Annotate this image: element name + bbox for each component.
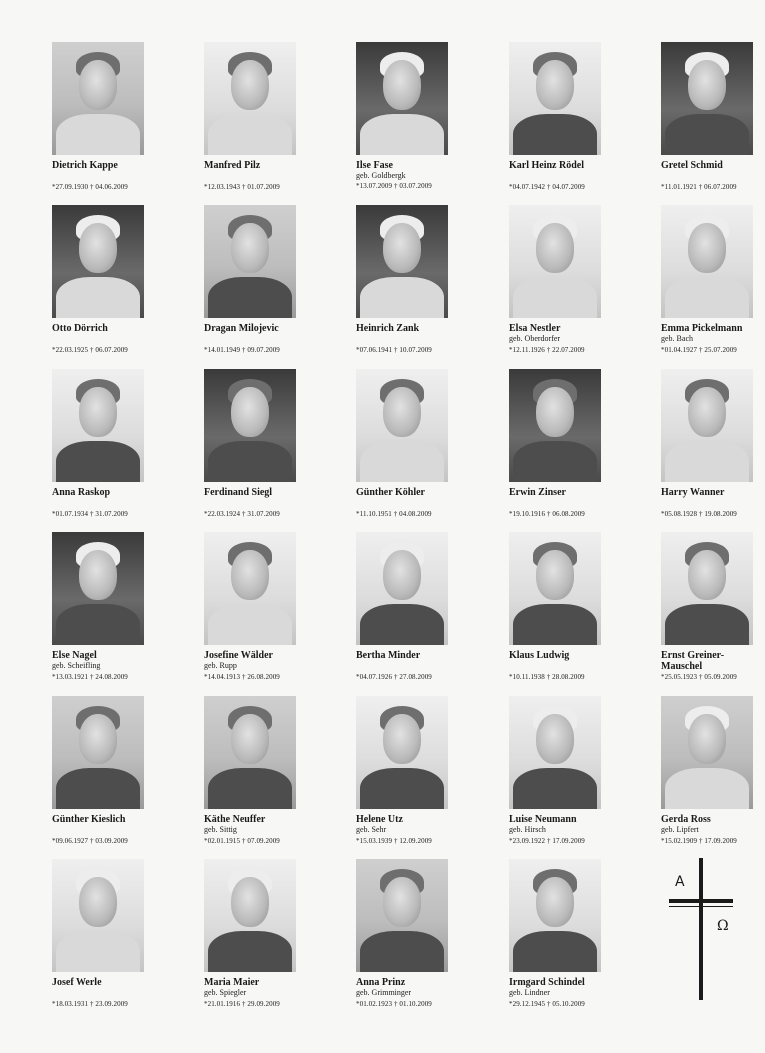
life-dates: *12.11.1926 † 22.07.2009 [509, 346, 585, 354]
life-dates: *05.08.1928 † 19.08.2009 [661, 510, 737, 518]
person-name: Anna Raskop [52, 487, 111, 498]
memorial-entry [204, 696, 344, 856]
person-name: Ernst Greiner-Mauschel [661, 650, 725, 672]
maiden-name: geb. Sehr [356, 825, 387, 834]
life-dates: *29.12.1945 † 05.10.2009 [509, 1000, 585, 1008]
memorial-entry [356, 859, 496, 1019]
person-name: Emma Pickelmann [661, 323, 743, 334]
life-dates: *10.11.1938 † 28.08.2009 [509, 673, 585, 681]
life-dates: *18.03.1931 † 23.09.2009 [52, 1000, 128, 1008]
life-dates: *21.01.1916 † 29.09.2009 [204, 1000, 280, 1008]
portrait-photo [509, 532, 601, 645]
memorial-entry [52, 532, 192, 692]
life-dates: *11.01.1921 † 06.07.2009 [661, 183, 737, 191]
person-name: Gerda Ross [661, 814, 711, 825]
memorial-entry [509, 369, 649, 529]
memorial-entry [356, 205, 496, 365]
person-name: Elsa Nestler [509, 323, 561, 334]
person-name: Else Nagel [52, 650, 97, 661]
memorial-entry [52, 859, 192, 1019]
memorial-entry [204, 859, 344, 1019]
memorial-entry [661, 205, 765, 365]
portrait-photo [509, 859, 601, 972]
memorial-entry [661, 42, 765, 202]
maiden-name: geb. Rupp [204, 661, 237, 670]
cross-icon [699, 858, 703, 1000]
life-dates: *13.03.1921 † 24.08.2009 [52, 673, 128, 681]
portrait-photo [509, 205, 601, 318]
person-name: Harry Wanner [661, 487, 725, 498]
life-dates: *01.02.1923 † 01.10.2009 [356, 1000, 432, 1008]
person-name: Josef Werle [52, 977, 102, 988]
portrait-photo [204, 859, 296, 972]
person-name: Manfred Pilz [204, 160, 261, 171]
portrait-photo [204, 369, 296, 482]
person-name: Klaus Ludwig [509, 650, 570, 661]
maiden-name: geb. Grimminger [356, 988, 412, 997]
portrait-photo [661, 696, 753, 809]
memorial-entry [356, 696, 496, 856]
maiden-name: geb. Hirsch [509, 825, 546, 834]
person-name: Maria Maier [204, 977, 260, 988]
life-dates: *22.03.1924 † 31.07.2009 [204, 510, 280, 518]
life-dates: *04.07.1926 † 27.08.2009 [356, 673, 432, 681]
portrait-photo [52, 369, 144, 482]
portrait-photo [204, 696, 296, 809]
memorial-entry [204, 532, 344, 692]
portrait-photo [661, 369, 753, 482]
memorial-entry [509, 42, 649, 202]
memorial-entry [204, 369, 344, 529]
life-dates: *12.03.1943 † 01.07.2009 [204, 183, 280, 191]
portrait-photo [661, 205, 753, 318]
person-name: Ferdinand Siegl [204, 487, 273, 498]
person-name: Dragan Milojevic [204, 323, 279, 334]
memorial-entry [661, 696, 765, 856]
portrait-photo [509, 42, 601, 155]
portrait-photo [204, 42, 296, 155]
portrait-photo [52, 696, 144, 809]
memorial-entry [661, 532, 765, 692]
omega-letter: Ω [717, 918, 729, 934]
portrait-photo [356, 205, 448, 318]
person-name: Helene Utz [356, 814, 403, 825]
person-name: Karl Heinz Rödel [509, 160, 584, 171]
portrait-photo [509, 696, 601, 809]
alpha-omega-cross [667, 858, 737, 1003]
portrait-photo [509, 369, 601, 482]
portrait-photo [356, 42, 448, 155]
memorial-entry [204, 205, 344, 365]
life-dates: *07.06.1941 † 10.07.2009 [356, 346, 432, 354]
maiden-name: geb. Lindner [509, 988, 550, 997]
portrait-photo [52, 205, 144, 318]
maiden-name: geb. Lipfert [661, 825, 699, 834]
maiden-name: geb. Bach [661, 334, 693, 343]
life-dates: *22.03.1925 † 06.07.2009 [52, 346, 128, 354]
maiden-name: geb. Goldbergk [356, 171, 406, 180]
memorial-entry [356, 42, 496, 202]
person-name: Bertha Minder [356, 650, 421, 661]
person-name: Ilse Fase [356, 160, 393, 171]
person-name: Günther Kieslich [52, 814, 126, 825]
memorial-entry [52, 696, 192, 856]
life-dates: *13.07.2009 † 03.07.2009 [356, 182, 432, 190]
life-dates: *11.10.1951 † 04.08.2009 [356, 510, 432, 518]
life-dates: *14.04.1913 † 26.08.2009 [204, 673, 280, 681]
life-dates: *25.05.1923 † 05.09.2009 [661, 673, 737, 681]
life-dates: *27.09.1930 † 04.06.2009 [52, 183, 128, 191]
maiden-name: geb. Spiegler [204, 988, 247, 997]
portrait-photo [356, 532, 448, 645]
person-name: Erwin Zinser [509, 487, 566, 498]
person-name: Günther Köhler [356, 487, 425, 498]
cross-bar-thin [669, 906, 733, 907]
alpha-letter: A [675, 874, 685, 890]
portrait-photo [52, 532, 144, 645]
memorial-entry [661, 369, 765, 529]
portrait-photo [204, 532, 296, 645]
portrait-photo [356, 369, 448, 482]
portrait-photo [52, 42, 144, 155]
memorial-entry [356, 532, 496, 692]
person-name: Anna Prinz [356, 977, 406, 988]
memorial-entry [509, 859, 649, 1019]
cross-bar [669, 899, 733, 903]
memorial-entry [52, 205, 192, 365]
portrait-photo [356, 696, 448, 809]
memorial-entry [204, 42, 344, 202]
life-dates: *09.06.1927 † 03.09.2009 [52, 837, 128, 845]
person-name: Irmgard Schindel [509, 977, 585, 988]
person-name: Josefine Wälder [204, 650, 273, 661]
memorial-entry [52, 42, 192, 202]
life-dates: *23.09.1922 † 17.09.2009 [509, 837, 585, 845]
life-dates: *15.03.1939 † 12.09.2009 [356, 837, 432, 845]
person-name: Heinrich Zank [356, 323, 420, 334]
person-name: Otto Dörrich [52, 323, 108, 334]
person-name: Dietrich Kappe [52, 160, 118, 171]
life-dates: *02.01.1915 † 07.09.2009 [204, 837, 280, 845]
memorial-entry [509, 532, 649, 692]
portrait-photo [204, 205, 296, 318]
life-dates: *19.10.1916 † 06.08.2009 [509, 510, 585, 518]
person-name: Käthe Neuffer [204, 814, 266, 825]
life-dates: *14.01.1949 † 09.07.2009 [204, 346, 280, 354]
portrait-photo [661, 42, 753, 155]
memorial-entry [509, 696, 649, 856]
maiden-name: geb. Sittig [204, 825, 237, 834]
portrait-photo [356, 859, 448, 972]
portrait-photo [661, 532, 753, 645]
memorial-entry [356, 369, 496, 529]
life-dates: *15.02.1909 † 17.09.2009 [661, 837, 737, 845]
life-dates: *01.04.1927 † 25.07.2009 [661, 346, 737, 354]
life-dates: *01.07.1934 † 31.07.2009 [52, 510, 128, 518]
memorial-entry [509, 205, 649, 365]
portrait-photo [52, 859, 144, 972]
person-name: Luise Neumann [509, 814, 577, 825]
memorial-entry [52, 369, 192, 529]
life-dates: *04.07.1942 † 04.07.2009 [509, 183, 585, 191]
maiden-name: geb. Oberdorfer [509, 334, 561, 343]
person-name: Gretel Schmid [661, 160, 723, 171]
maiden-name: geb. Scheifling [52, 661, 101, 670]
